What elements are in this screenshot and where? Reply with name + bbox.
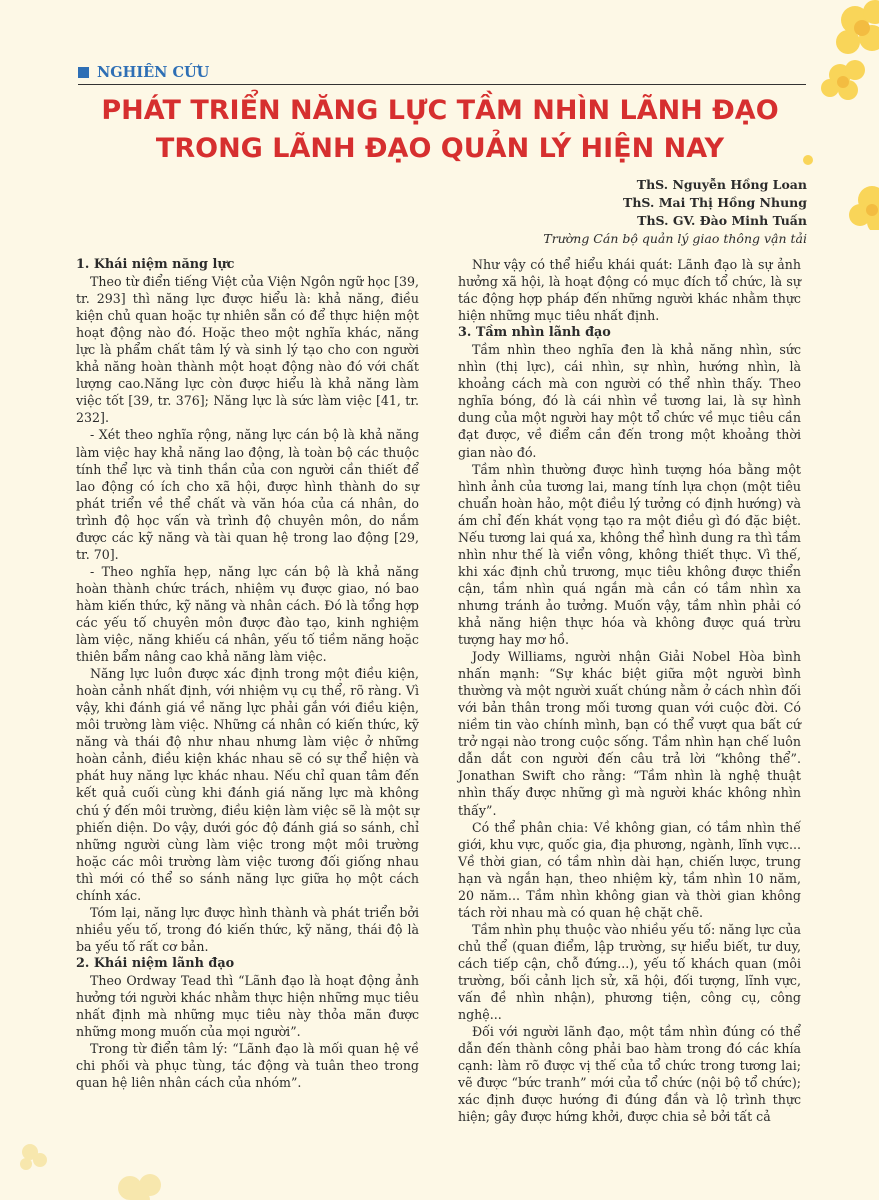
section-label: NGHIÊN CỨU — [97, 64, 210, 81]
section-heading: 2. Khái niệm lãnh đạo — [76, 955, 235, 971]
paragraph: Tầm nhìn phụ thuộc vào nhiều yếu tố: năng lực của chủ thể (quan điểm, lập trường, sự hiểu biết, tư duy, cách tiếp cận, chỗ đứng...), yếu tố khách quan (môi trường, bối cảnh lịch sử, xã hội, đối tượng, lĩnh vực, vấn đề nhìn nhận), phương tiện, công cụ, công nghệ... — [458, 921, 801, 1023]
author-name: ThS. Nguyễn Hồng Loan — [636, 177, 807, 192]
title-line-1: PHÁT TRIỂN NĂNG LỰC TẦM NHÌN LÃNH ĐẠO — [101, 95, 779, 126]
paragraph: Tóm lại, năng lực được hình thành và phát triển bởi nhiều yếu tố, trong đó kiến thức, kỹ năng, thái độ là ba yếu tố rất cơ bản. — [76, 904, 419, 954]
paragraph: Trong từ điển tâm lý: “Lãnh đạo là mối quan hệ về chi phối và phục tùng, tác động và tuân theo trong quan hệ liên nhân cách của nhóm”. — [76, 1041, 419, 1091]
article-title — [60, 92, 820, 168]
paragraph: Như vậy có thể hiểu khái quát: Lãnh đạo là sự ảnh hưởng xã hội, là hoạt động có mục đích tổ chức, là sự tác động hợp pháp đến những người khác nhằm thực hiện những mục tiêu nhất định. — [458, 257, 801, 324]
paragraph: Theo từ điển tiếng Việt của Viện Ngôn ngữ học [39, tr. 293] thì năng lực được hiểu là: khả năng, điều kiện chủ quan hoặc tự nhiên sẵn có để thực hiện một hoạt động nào đó. Hoặc theo một nghĩa khác, năng lực là phẩm chất tâm lý và sinh lý tạo cho con người khả năng hoàn thành một hoạt động nào đó với chất lượng cao.Năng lực còn được hiểu là khả năng làm việc tốt [39, tr. 376]; Năng lực là sức làm việc [41, tr. 232]. — [76, 274, 420, 426]
right-column — [458, 256, 801, 1125]
paragraph: Tầm nhìn theo nghĩa đen là khả năng nhìn, sức nhìn (thị lực), cái nhìn, sự nhìn, hướng nhìn, là khoảng cách mà con người có thể nhìn thấy. Theo nghĩa bóng, đó là cái nhìn về tương lai, là sự hình dung của một người hay một tổ chức về mục tiêu cần đạt được, về điểm cần đến trong một khoảng thời gian nào đó. — [458, 342, 801, 460]
paragraph: - Xét theo nghĩa rộng, năng lực cán bộ là khả năng làm việc hay khả năng lao động, là toàn bộ các thuộc tính thể lực và tinh thần của con người cần thiết để lao động có ích cho xã hội, được hình thành do sự phát triển về thể chất và văn hóa của cá nhân, do trình độ học vấn và trình độ chuyên môn, do nắm được các kỹ năng và tài quan hệ trong lao động [29, tr. 70]. — [76, 427, 419, 562]
section-header — [78, 62, 806, 85]
author-name: ThS. Mai Thị Hồng Nhung — [623, 195, 807, 210]
section-heading: 3. Tầm nhìn lãnh đạo — [458, 325, 611, 341]
author-block — [543, 176, 807, 248]
title-line-2: TRONG LÃNH ĐẠO QUẢN LÝ HIỆN NAY — [155, 133, 725, 164]
flower-decoration-bottom-left — [0, 1130, 200, 1200]
paragraph: Năng lực luôn được xác định trong một điều kiện, hoàn cảnh nhất định, với nhiệm vụ cụ thể, rõ ràng. Vì vậy, khi đánh giá về năng lực phải gắn với điều kiện, môi trường làm việc. Những cá nhân có kiến thức, kỹ năng và thái độ như nhau nhưng làm việc ở những hoàn cảnh, điều kiện khác nhau sẽ có sự thể hiện và phát huy năng lực khác nhau. Nếu chỉ quan tâm đến kết quả cuối cùng khi đánh giá năng lực mà không chú ý đến môi trường, điều kiện làm việc sẽ là một sự phiến diện. Do vậy, dưới góc độ đánh giá so sánh, chỉ những người cùng làm việc trong một môi trường hoặc các môi trường làm việc tương đối giống nhau thì mới có thể so sánh năng lực giữa họ một cách chính xác. — [76, 666, 419, 903]
paragraph: Tầm nhìn thường được hình tượng hóa bằng một hình ảnh của tương lai, mang tính lựa chọn (một tiêu chuẩn hoàn hảo, một điều lý tưởng có định hướng) và ám chỉ đến khát vọng tạo ra một điều gì đó đặc biệt. Nếu tương lai quá xa, không thể hình dung ra thì tầm nhìn như thế là viển vông, không thiết thực. Vì thế, khi xác định chủ trương, mục tiêu không được thiển cận, tầm nhìn quá ngắn mà cần có tầm nhìn xa nhưng tránh ảo tưởng. Muốn vậy, tầm nhìn phải có khả năng hiện thực hóa và không được quá trừu tượng hay mơ hồ. — [458, 461, 801, 648]
paragraph: - Theo nghĩa hẹp, năng lực cán bộ là khả năng hoàn thành chức trách, nhiệm vụ được giao, nó bao hàm kiến thức, kỹ năng và nhân cách. Đó là tổng hợp các yếu tố chuyên môn được đào tạo, kinh nghiệm làm việc, năng khiếu cá nhân, yếu tố tiềm năng hoặc thiên bẩm nâng cao khả năng làm việc. — [76, 563, 419, 665]
paragraph: Đối với người lãnh đạo, một tầm nhìn đúng có thể dẫn đến thành công phải bao hàm trong đó các khía cạnh: làm rõ được vị thế của tổ chức trong tương lai; vẽ được “bức tranh” mới của tổ chức (nội bộ tổ chức); xác định được hướng đi đúng đắn và lộ trình thực hiện; gây được hứng khởi, được chia sẻ bởi tất cả — [458, 1024, 801, 1125]
author-affiliation: Trường Cán bộ quản lý giao thông vận tải — [543, 231, 807, 246]
author-name: ThS. GV. Đào Minh Tuấn — [637, 213, 807, 228]
section-heading: 1. Khái niệm năng lực — [76, 257, 235, 272]
paragraph: Theo Ordway Tead thì “Lãnh đạo là hoạt động ảnh hưởng tới người khác nhằm thực hiện những mục tiêu nhất định mà những mục tiêu này thỏa mãn được những mong muốn của mọi người”. — [76, 972, 419, 1040]
left-column — [76, 256, 419, 1091]
paragraph: Có thể phân chia: Về không gian, có tầm nhìn thế giới, khu vực, quốc gia, địa phương, ngành, lĩnh vực... Về thời gian, có tầm nhìn dài hạn, chiến lược, trung hạn và ngắn hạn, theo nhiệm kỳ, tầm nhìn 10 năm, 20 năm... Tầm nhìn không gian và thời gian không tách rời nhau mà có quan hệ chặt chẽ. — [458, 819, 801, 920]
paragraph: Jody Williams, người nhận Giải Nobel Hòa bình nhấn mạnh: “Sự khác biệt giữa một người bình thường và một người xuất chúng nằm ở cách nhìn đối với bản thân trong mối tương quan với cuộc đời. Có niềm tin vào chính mình, bạn có thể vượt qua bất cứ trở ngại nào trong cuộc sống. Tầm nhìn hạn chế luôn dẫn dắt con người đến câu trả lời “không thể”. Jonathan Swift cho rằng: “Tầm nhìn là nghệ thuật nhìn thấy được những gì mà người khác không nhìn thấy”. — [458, 649, 801, 818]
section-square-icon — [78, 67, 89, 78]
